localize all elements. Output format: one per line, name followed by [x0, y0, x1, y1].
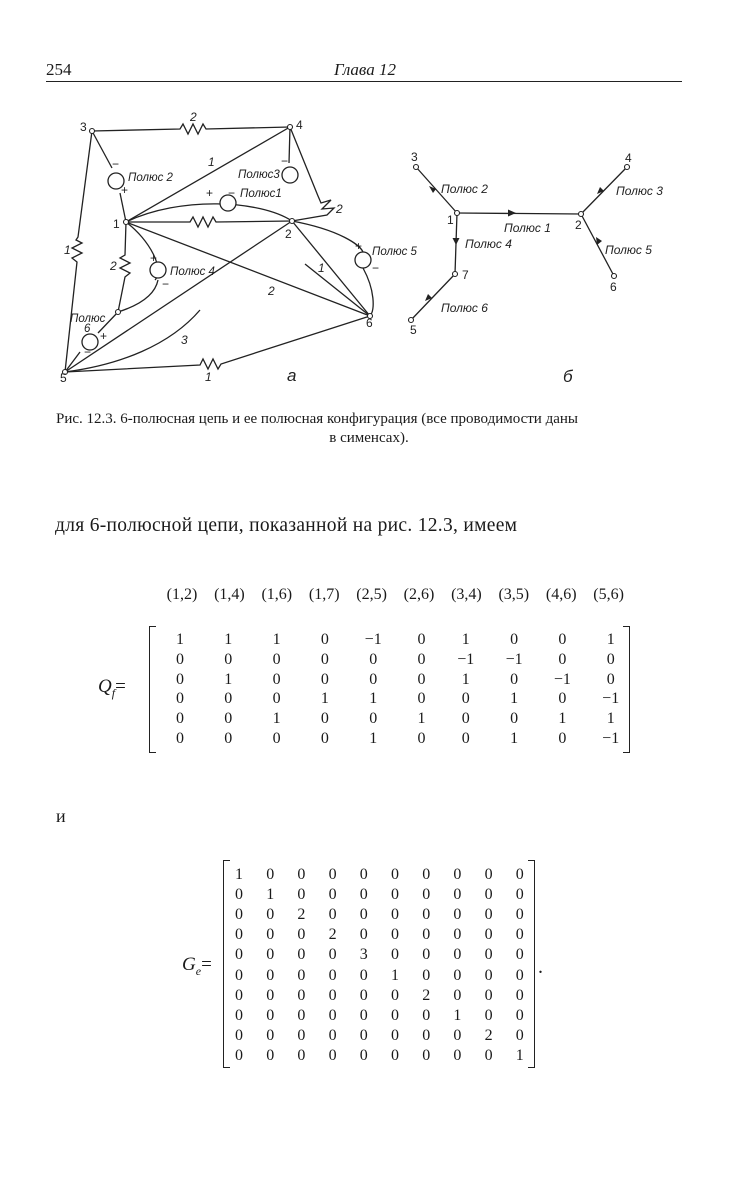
- qf-column-header: (1,6): [261, 586, 293, 603]
- ge-equals: =: [201, 954, 212, 975]
- qf-cell: −1: [553, 670, 571, 688]
- qf-cell: 0: [417, 690, 426, 708]
- qf-cell: 1: [176, 631, 184, 648]
- ge-cell: 0: [266, 1026, 275, 1044]
- qf-cell: 0: [176, 730, 184, 747]
- qf-cell: 0: [461, 730, 470, 747]
- ge-terminator: .: [538, 956, 543, 978]
- ge-cell: 0: [297, 986, 306, 1004]
- ge-cell: 0: [453, 946, 462, 964]
- node-label-2: 2: [285, 227, 292, 241]
- page-number: 254: [46, 60, 72, 79]
- qf-cell: 0: [558, 631, 567, 648]
- plus-sign: +: [355, 239, 363, 253]
- ge-cell: 0: [391, 906, 399, 924]
- weight-label: 2: [190, 110, 197, 124]
- qf-cell: 0: [320, 631, 329, 648]
- qf-cell: 0: [558, 730, 567, 747]
- weight-label: 1: [208, 155, 215, 169]
- ge-cell: 0: [359, 866, 368, 883]
- qf-cell: 0: [224, 730, 233, 747]
- caption-line-2: в сименсах).: [329, 430, 409, 446]
- qf-cell: 0: [461, 690, 470, 708]
- pole-label: 6: [84, 323, 91, 335]
- ge-cell: 0: [359, 886, 368, 904]
- qf-cell: 0: [606, 650, 615, 668]
- ge-cell: 0: [391, 1046, 399, 1064]
- weight-label: 1: [205, 370, 212, 384]
- ge-cell: 0: [328, 1046, 337, 1064]
- qf-cell: 0: [272, 690, 281, 708]
- ge-cell: 0: [297, 946, 306, 964]
- pole-label: Полюс: [70, 313, 106, 325]
- ge-label: [182, 954, 212, 979]
- ge-cell: 0: [235, 926, 243, 944]
- tree-arrows: [425, 186, 604, 301]
- ge-cell: 0: [422, 1046, 431, 1064]
- weight-label: 3: [181, 333, 188, 347]
- qf-column-header: (3,5): [498, 586, 530, 603]
- ge-cell: 1: [391, 966, 399, 984]
- ge-cell: 0: [297, 1026, 306, 1044]
- qf-column-header: (1,2): [166, 586, 198, 603]
- tree-node-label-5: 5: [410, 323, 417, 337]
- node-label-6: 6: [366, 316, 373, 330]
- qf-cell: 0: [510, 631, 519, 648]
- qf-cell: 0: [558, 690, 567, 708]
- qf-cell: −1: [602, 730, 620, 747]
- plus-sign: +: [100, 329, 108, 343]
- ge-cell: 0: [422, 1026, 431, 1044]
- qf-cell: 1: [224, 631, 233, 648]
- ge-cell: 0: [422, 926, 431, 944]
- minus-sign: −: [228, 186, 236, 200]
- qf-cell: −1: [457, 650, 475, 668]
- ge-cell: 1: [453, 1006, 462, 1024]
- ge-cell: 0: [359, 1046, 368, 1064]
- minus-sign: −: [84, 345, 92, 359]
- ge-cell: 0: [328, 906, 337, 924]
- tree-pole-label: Полюс 2: [441, 182, 488, 196]
- header-rule: [46, 81, 682, 82]
- ge-cell: 0: [297, 886, 306, 904]
- tree-node-label-2: 2: [575, 218, 582, 232]
- ge-cell: 0: [391, 926, 399, 944]
- qf-cell: 1: [461, 631, 470, 648]
- plus-sign: +: [206, 186, 214, 200]
- pole-label: Полюс3: [238, 169, 280, 181]
- pole-label: Полюс 5: [372, 246, 417, 258]
- ge-cell: 0: [328, 866, 337, 883]
- ge-cell: 0: [515, 886, 524, 904]
- ge-cell: 0: [515, 966, 524, 984]
- ge-cell: 0: [515, 986, 524, 1004]
- ge-cell: 0: [235, 886, 243, 904]
- ge-cell: 0: [266, 946, 275, 964]
- ge-label-sub: e: [195, 963, 202, 978]
- plus-sign: +: [150, 251, 158, 265]
- ge-cell: 0: [235, 1046, 243, 1064]
- panel-letter-b: б: [563, 367, 573, 386]
- ge-cell: 0: [266, 866, 275, 883]
- ge-cell: 0: [328, 1026, 337, 1044]
- ge-cell: 0: [266, 1006, 275, 1024]
- ge-cell: 0: [484, 1006, 493, 1024]
- ge-cell: 0: [297, 1006, 306, 1024]
- tree-node-label-4: 4: [625, 151, 632, 165]
- qf-cell: 0: [224, 710, 233, 728]
- ge-cell: 0: [453, 966, 462, 984]
- pole-label: Полюс1: [240, 188, 282, 200]
- ge-cell: 0: [484, 926, 493, 944]
- qf-cell: 0: [224, 650, 233, 668]
- ge-cell: 2: [328, 926, 337, 944]
- ge-cell: 0: [453, 1046, 462, 1064]
- qf-cell: 0: [224, 690, 233, 708]
- ge-cell: 2: [484, 1026, 493, 1044]
- ge-cell: 0: [266, 926, 275, 944]
- ge-cell: 3: [359, 946, 368, 964]
- qf-label: [98, 676, 126, 701]
- ge-cell: 0: [391, 986, 399, 1004]
- ge-cell: 0: [359, 1026, 368, 1044]
- ge-cell: 1: [235, 866, 243, 883]
- ge-cell: 0: [359, 1006, 368, 1024]
- ge-cell: 0: [515, 1026, 524, 1044]
- qf-cell: −1: [505, 650, 523, 668]
- tree-node-label-3: 3: [411, 150, 418, 164]
- ge-cell: 0: [484, 966, 493, 984]
- ge-cell: 0: [266, 986, 275, 1004]
- panel-letter-a: а: [287, 366, 297, 385]
- qf-column-header: (3,4): [451, 586, 482, 603]
- qf-cell: 0: [417, 631, 426, 648]
- ge-cell: 0: [297, 926, 306, 944]
- qf-cell: 1: [417, 710, 426, 728]
- ge-cell: 0: [453, 906, 462, 924]
- ge-cell: 0: [515, 946, 524, 964]
- ge-cell: 2: [297, 906, 306, 924]
- minus-sign: −: [112, 157, 120, 171]
- ge-cell: 0: [328, 966, 337, 984]
- qf-column-header: (5,6): [593, 586, 624, 603]
- ge-cell: 0: [297, 1046, 306, 1064]
- minus-sign: −: [162, 277, 170, 291]
- qf-cell: 1: [224, 670, 233, 688]
- ge-cell: 0: [328, 986, 337, 1004]
- node-label-1: 1: [113, 217, 120, 231]
- minus-sign: −: [281, 154, 289, 168]
- weight-label: 2: [268, 284, 275, 298]
- qf-cell: 1: [606, 710, 615, 728]
- pole-label: Полюс 2: [128, 172, 173, 184]
- qf-column-header: (4,6): [545, 586, 577, 603]
- node-label-5: 5: [60, 371, 67, 385]
- qf-cell: 0: [272, 650, 281, 668]
- qf-cell: 0: [176, 710, 184, 728]
- ge-cell: 0: [297, 866, 306, 883]
- ge-cell: 0: [235, 906, 243, 924]
- ge-cell: 0: [359, 966, 368, 984]
- figure-12-3: [0, 95, 730, 395]
- ge-cell: 0: [235, 966, 243, 984]
- tree-pole-label: Полюс 5: [605, 243, 652, 257]
- qf-cell: 0: [320, 650, 329, 668]
- qf-column-header: (2,5): [356, 586, 387, 603]
- ge-cell: 0: [328, 946, 337, 964]
- plus-sign: +: [121, 183, 129, 197]
- right-pole-labels: [441, 182, 663, 315]
- qf-matrix: [0, 586, 730, 766]
- ge-cell: 0: [515, 906, 524, 924]
- ge-cell: 0: [453, 1026, 462, 1044]
- ge-cell: 0: [328, 1006, 337, 1024]
- qf-cell: 0: [606, 670, 615, 688]
- ge-cell: 0: [453, 926, 462, 944]
- ge-cell: 1: [266, 886, 275, 904]
- ge-cell: 0: [515, 1006, 524, 1024]
- qf-cell: 1: [369, 730, 378, 747]
- ge-cell: 0: [422, 886, 431, 904]
- qf-cell: 0: [272, 670, 281, 688]
- left-polarity-signs: [84, 154, 379, 359]
- qf-cell: 1: [510, 690, 519, 708]
- qf-cell: 0: [320, 730, 329, 747]
- ge-cell: 0: [422, 866, 431, 883]
- ge-cell: 0: [484, 986, 493, 1004]
- qf-cell: 0: [417, 650, 426, 668]
- ge-cell: 0: [391, 866, 399, 883]
- ge-cell: 0: [484, 1046, 493, 1064]
- qf-cell: 1: [558, 710, 567, 728]
- ge-cell: 0: [235, 986, 243, 1004]
- ge-cell: 0: [359, 986, 368, 1004]
- qf-cell: 0: [417, 670, 426, 688]
- ge-cell: 0: [266, 906, 275, 924]
- weight-label: 2: [336, 202, 343, 216]
- ge-cell: 0: [328, 886, 337, 904]
- ge-cell: 0: [235, 946, 243, 964]
- minus-sign: −: [372, 261, 380, 275]
- qf-cell: 0: [510, 710, 519, 728]
- qf-cell: 0: [320, 670, 329, 688]
- qf-cell: 1: [272, 710, 281, 728]
- qf-cell: 1: [510, 730, 519, 747]
- ge-cell: 0: [453, 886, 462, 904]
- ge-cell: 0: [422, 946, 431, 964]
- tree-pole-label: Полюс 1: [504, 221, 551, 235]
- qf-column-header: (1,4): [214, 586, 245, 603]
- ge-cell: 0: [359, 926, 368, 944]
- qf-cell: 0: [176, 670, 184, 688]
- tree-pole-label: Полюс 3: [616, 184, 663, 198]
- qf-cell: 0: [369, 670, 378, 688]
- qf-cell: 0: [461, 710, 470, 728]
- qf-left-bracket: [149, 626, 156, 753]
- tree-node-label-7: 7: [462, 268, 469, 282]
- ge-cell: 0: [484, 886, 493, 904]
- qf-cell: −1: [602, 690, 620, 708]
- ge-cell: 0: [391, 1006, 399, 1024]
- body-paragraph: для 6-полюсной цепи, показанной на рис. 12.3, имеем: [55, 515, 518, 536]
- qf-column-header: (2,6): [403, 586, 435, 603]
- qf-cell: 0: [272, 730, 281, 747]
- ge-cell: 0: [297, 966, 306, 984]
- qf-label-sub: f: [111, 685, 116, 700]
- pole-label: Полюс 4: [170, 266, 215, 278]
- ge-cell: 0: [453, 986, 462, 1004]
- conjunction: и: [56, 806, 66, 826]
- qf-cell: 0: [369, 710, 378, 728]
- qf-cell: 1: [320, 690, 329, 708]
- figure-caption: [56, 410, 682, 448]
- tree-pole-label: Полюс 6: [441, 301, 488, 315]
- qf-cell: 0: [417, 730, 426, 747]
- ge-cell: 0: [484, 866, 493, 883]
- ge-cell: 1: [515, 1046, 524, 1064]
- ge-cell: 0: [266, 966, 275, 984]
- qf-cell: 1: [461, 670, 470, 688]
- ge-cell: 0: [453, 866, 462, 883]
- ge-cell: 0: [266, 1046, 275, 1064]
- weight-label: 1: [318, 261, 325, 275]
- qf-cell: 0: [176, 690, 184, 708]
- ge-matrix: [0, 858, 730, 1072]
- ge-cell: 0: [391, 886, 399, 904]
- weight-label: 2: [110, 259, 117, 273]
- ge-cell: 0: [235, 1026, 243, 1044]
- qf-cell: 1: [606, 631, 615, 648]
- ge-cell: 0: [235, 1006, 243, 1024]
- ge-cell: 0: [422, 1006, 431, 1024]
- qf-equals: =: [115, 676, 126, 697]
- qf-cell: 0: [558, 650, 567, 668]
- qf-label-main: Q: [98, 676, 112, 697]
- qf-cell: −1: [364, 631, 382, 648]
- ge-cell: 0: [359, 906, 368, 924]
- qf-cell: 1: [272, 631, 281, 648]
- ge-cell: 0: [422, 966, 431, 984]
- qf-column-header: (1,7): [308, 586, 340, 603]
- tree-pole-label: Полюс 4: [465, 237, 512, 251]
- caption-line-1: Рис. 12.3. 6-полюсная цепь и ее полюсная конфигурация (все проводимости даны: [56, 411, 578, 427]
- qf-cell: 1: [369, 690, 378, 708]
- ge-cell: 0: [484, 906, 493, 924]
- qf-cell: 0: [176, 650, 184, 668]
- qf-cell: 0: [320, 710, 329, 728]
- tree-node-label-6: 6: [610, 280, 617, 294]
- qf-cell: 0: [369, 650, 378, 668]
- node-label-4: 4: [296, 118, 303, 132]
- ge-cell: 0: [391, 1026, 399, 1044]
- ge-cell: 0: [515, 866, 524, 883]
- ge-label-main: G: [182, 954, 196, 975]
- qf-cell: 0: [510, 670, 519, 688]
- node-label-3: 3: [80, 120, 87, 134]
- ge-cell: 0: [422, 906, 431, 924]
- ge-cell: 0: [484, 946, 493, 964]
- running-head: Глава 12: [334, 60, 396, 79]
- tree-node-label-1: 1: [447, 213, 454, 227]
- ge-cell: 2: [422, 986, 431, 1004]
- ge-cell: 0: [515, 926, 524, 944]
- weight-label: 1: [64, 243, 71, 257]
- ge-cell: 0: [391, 946, 399, 964]
